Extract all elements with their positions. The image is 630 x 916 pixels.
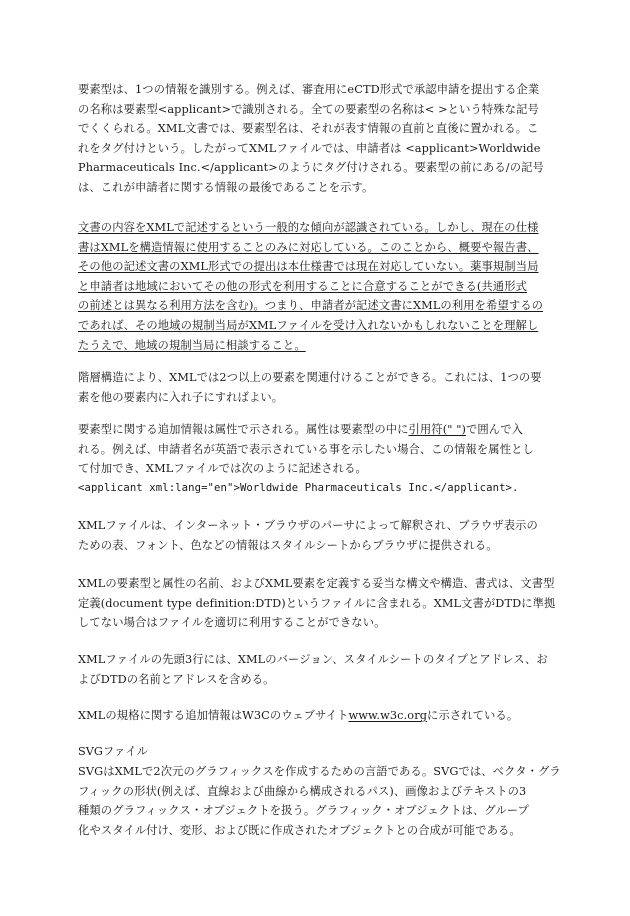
text-line: と申請者は地域においてその他の形式を利用することに合意することができる(共通形式: [78, 279, 527, 293]
text-line: XMLファイルは、インターネット・ブラウザのパーサによって解釈され、ブラウザ表示の: [78, 519, 538, 532]
text-segment: で囲んで入: [466, 423, 524, 436]
text-line: の名称は要素型<applicant>で識別される。全ての要素型の名称は< >という特殊な記号: [78, 102, 539, 116]
text-line: 定義(document type definition:DTD)というファイルに含まれる。XML文書がDTDに準拠: [78, 596, 556, 610]
paragraph-svg: [78, 762, 561, 840]
text-line: Pharmaceuticals Inc.</applicant>のようにタグ付けされる。要素型の前にある/の記号: [78, 161, 544, 175]
text-line: 階層構造により、XMLでは2つ以上の要素を関連付けることができる。これには、1つの要: [78, 371, 542, 384]
text-line: であれば、その地域の規制当局がXMLファイルを受け入れないかもしれないことを理解し: [78, 318, 539, 332]
text-line: 種類のグラフィックス・オブジェクトを扱う。グラフィック・オブジェクトは、グループ: [78, 804, 530, 818]
paragraph-header-lines: [78, 650, 552, 689]
text-line: [78, 706, 552, 726]
paragraph-narrative-documents: [78, 218, 552, 355]
text-line: れる。例えば、申請者名が英語で表示されている事を示したい場合、この情報を属性とし: [78, 442, 534, 456]
paragraph-dtd: [78, 574, 556, 633]
text-segment: 要素型に関する追加情報は属性で示される。属性は要素型の中に: [78, 423, 409, 436]
section-heading-svg: SVGファイル: [78, 745, 148, 758]
text-line: は、これが申請者に関する情報の最後であることを示す。: [78, 180, 374, 194]
quotation-marks-term: 引用符(" "): [408, 423, 467, 436]
text-line: 文書の内容をXMLで記述するという一般的な傾向が認識されている。しかし、現在の仕様: [78, 221, 539, 234]
text-line: その他の記述文書のXML形式での提出は本仕様書では現在対応していない。薬事規制当局: [78, 260, 539, 274]
text-line: でくくられる。XML文書では、要素型名は、それが表す情報の直前と直後に置かれる。こ: [78, 122, 539, 136]
w3c-link[interactable]: www.w3c.org: [348, 709, 428, 722]
text-line: て付加でき、XMLファイルでは次のように記述される。: [78, 462, 367, 476]
text-line: ための表、フォント、色などの情報はスタイルシートからブラウザに提供される。: [78, 538, 498, 552]
text-line: XMLファイルの先頭3行には、XMLのバージョン、スタイルシートのタイプとアドレス、お: [78, 653, 548, 666]
text-line: たうえで、地域の規制当局に相談すること。: [78, 338, 306, 352]
text-line: 化やスタイル付け、変形、および既に作成されたオブジェクトとの合成が可能である。: [78, 823, 521, 837]
text-line: よびDTDの名前とアドレスを含める。: [78, 672, 275, 686]
text-line: [78, 420, 552, 440]
paragraph-w3c: [78, 706, 552, 726]
paragraph-attributes: [78, 420, 552, 498]
text-line: してない場合はファイルを適切に利用することができない。: [78, 616, 386, 630]
code-example: <applicant xml:lang="en">Worldwide Pharmaceuticals Inc.</applicant>.: [78, 481, 519, 494]
text-line: の前述とは異なる利用方法を含む)。つまり、申請者が記述文書にXMLの利用を希望するの: [78, 299, 544, 313]
paragraph-element-types: [78, 80, 552, 198]
paragraph-browser-parser: [78, 516, 552, 555]
text-line: れをタグ付けという。したがってXMLファイルでは、申請者は <applicant>Worldwide: [78, 141, 541, 155]
text-line: 書はXMLを構造情報に使用することのみに対応している。このことから、概要や報告書、: [78, 240, 539, 254]
text-line: フィックの形状(例えば、直線および曲線から構成されるパス)、画像およびテキストの3: [78, 784, 527, 798]
text-line: XMLの要素型と属性の名前、およびXML要素を定義する妥当な構文や構造、書式は、文書型: [78, 577, 555, 590]
text-line: 素を他の要素内に入れ子にすればよい。: [78, 390, 284, 404]
text-line: SVGはXMLで2次元のグラフィックスを作成するための言語である。SVGでは、ベクタ・グラ: [78, 765, 561, 778]
text-segment: に示されている。: [427, 709, 519, 722]
text-segment: XMLの規格に関する追加情報はW3Cのウェブサイト: [78, 709, 349, 722]
paragraph-hierarchy: [78, 368, 552, 407]
text-line: 要素型は、1つの情報を識別する。例えば、審査用にeCTD形式で承認申請を提出する企業: [78, 83, 540, 96]
